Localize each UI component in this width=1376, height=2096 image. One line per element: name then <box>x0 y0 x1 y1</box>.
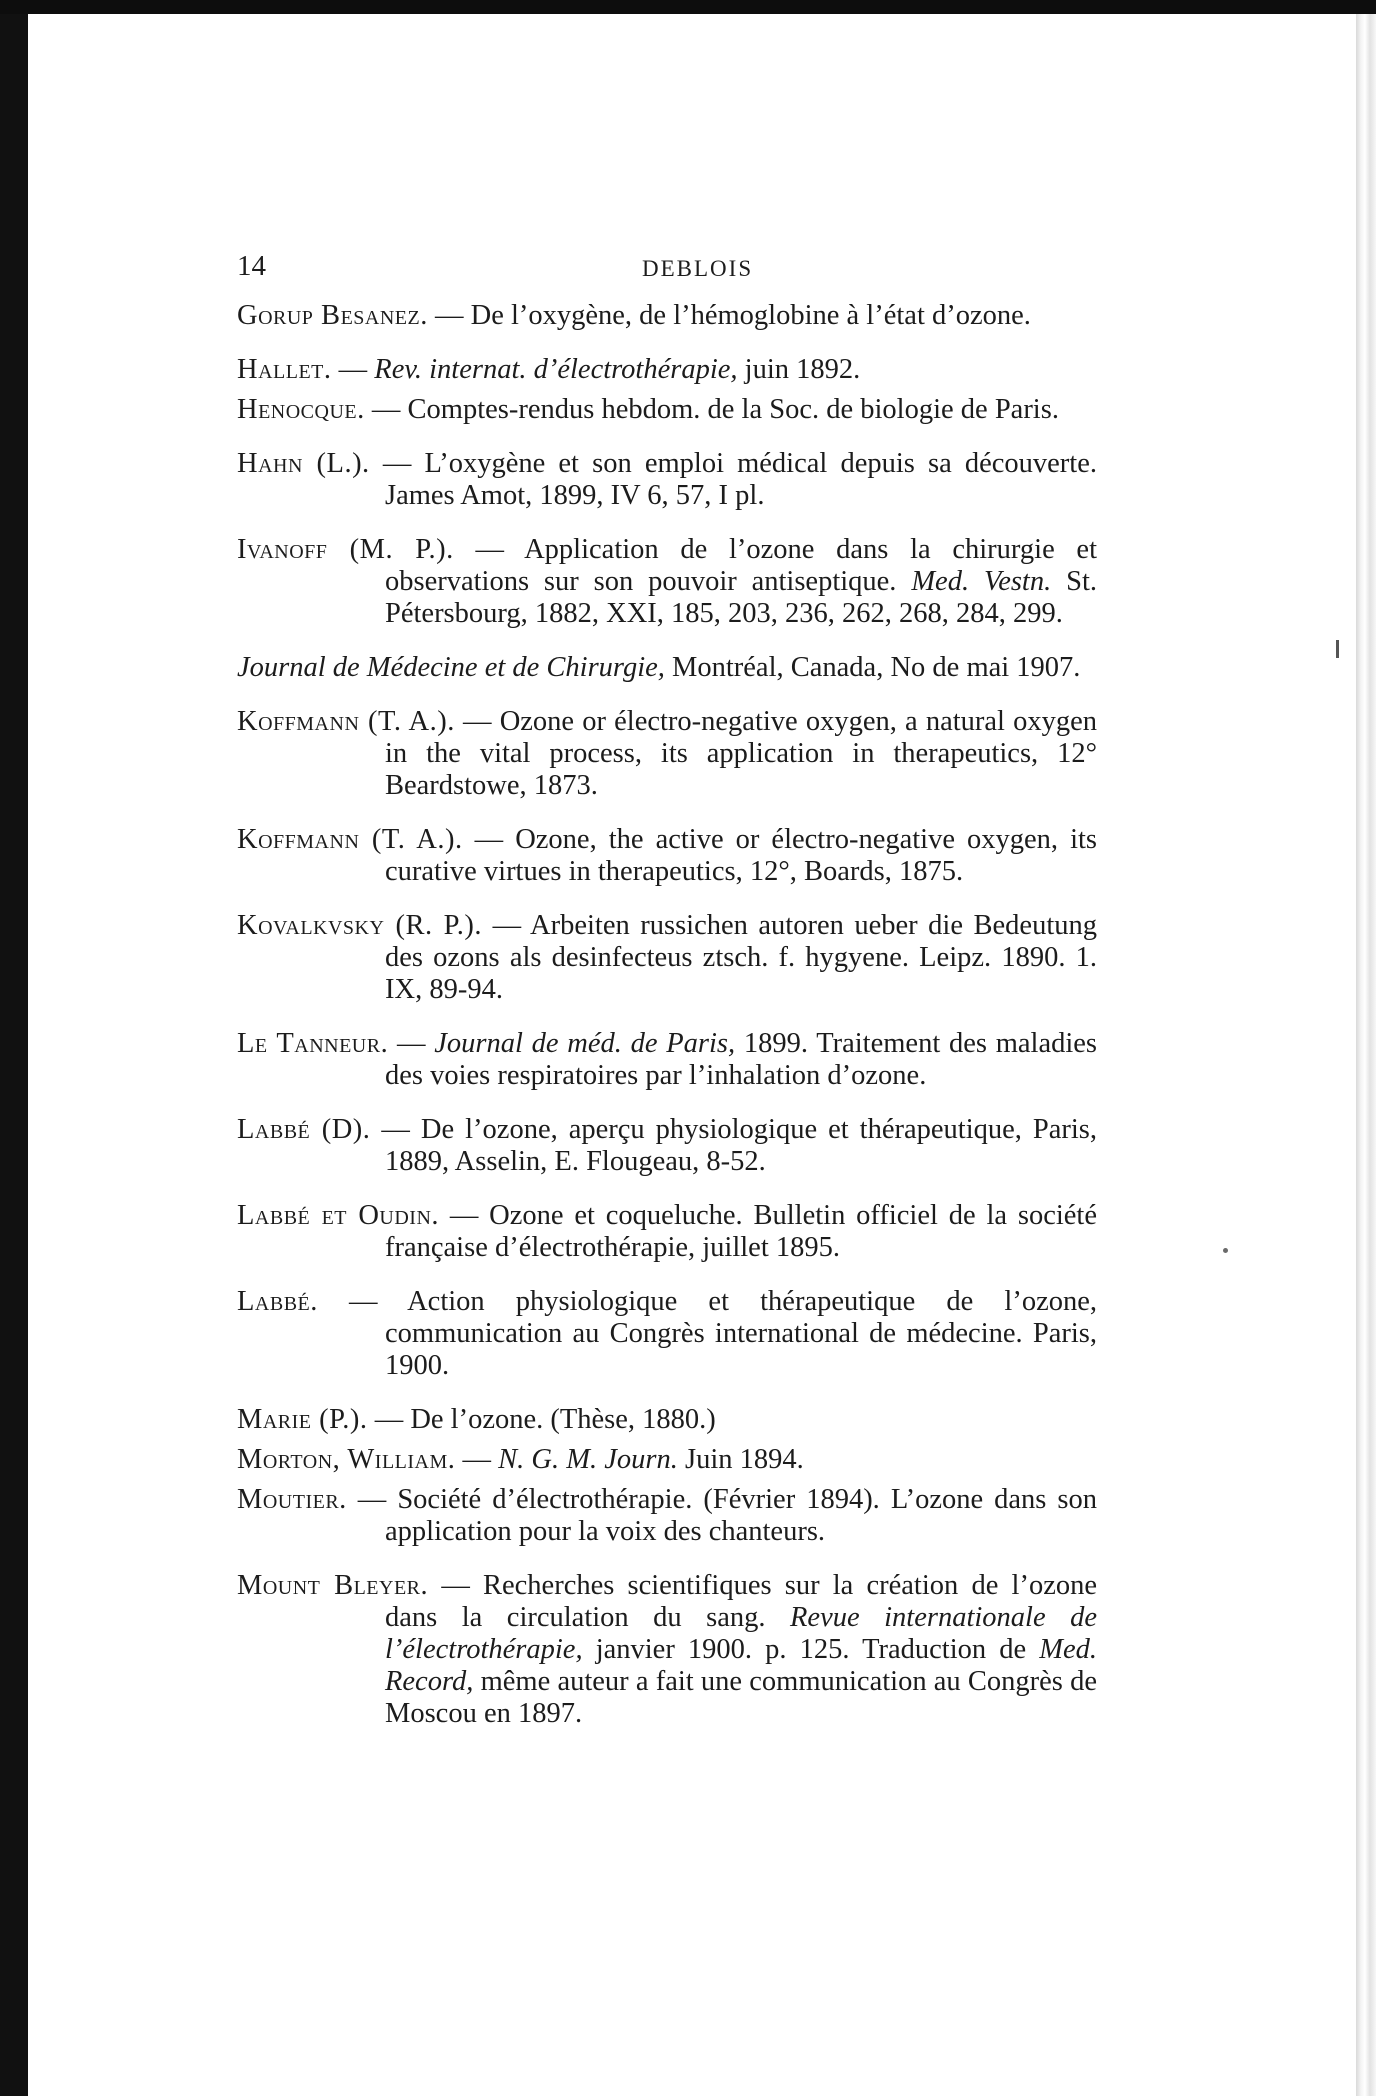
entry-author: Hallet. <box>237 354 332 385</box>
entry-text: — <box>455 1444 499 1475</box>
entry-author: Marie (P.). <box>237 1404 368 1435</box>
entry-author: Ivanoff (M. P.). <box>237 534 454 565</box>
entry-text: — Recherches scientifiques sur la création de l’ozone dans la circulation du sang. <box>385 1570 1097 1633</box>
entry-journal-title: Med. Vestn. <box>911 566 1052 597</box>
entry-text: juin 1892. <box>737 354 861 385</box>
entry-text: — <box>331 354 375 385</box>
bibliography-entry <box>237 354 1097 386</box>
bibliography-entry <box>237 1404 1097 1436</box>
entry-author: Koffmann (T. A.). <box>237 824 463 855</box>
entry-text: — Ozone et coqueluche. Bulletin officiel de la société française d’électrothérapie, juillet 1895. <box>385 1200 1097 1263</box>
entry-text: — Application de l’ozone dans la chirurgie et observations sur son pouvoir antiseptique. <box>385 534 1097 597</box>
bibliography-list <box>237 300 1097 1752</box>
entry-author: Mount Bleyer. <box>237 1570 429 1601</box>
entry-journal-title: Journal de méd. de Paris, <box>434 1028 736 1059</box>
entry-text: même auteur a fait une communication au Congrès de Moscou en 1897. <box>385 1666 1097 1729</box>
entry-journal-title: Revue internationale de l’électrothérapie, <box>385 1602 1097 1665</box>
entry-journal-title: Rev. internat. d’électrothérapie, <box>374 354 738 385</box>
running-head: DEBLOIS <box>642 256 754 281</box>
bibliography-entry <box>237 706 1097 802</box>
entry-author: Labbé. <box>237 1286 318 1317</box>
entry-text: janvier 1900. p. 125. Traduction de <box>582 1634 1040 1665</box>
bibliography-entry <box>237 1286 1097 1382</box>
entry-journal-title: N. G. M. Journ. <box>498 1444 678 1475</box>
entry-author: Morton, William. <box>237 1444 456 1475</box>
entry-text: 1899. Traitement des maladies des voies respiratoires par l’inhalation d’ozone. <box>385 1028 1098 1091</box>
entry-journal-title: Med. Record, <box>385 1634 1097 1697</box>
entry-text: Juin 1894. <box>677 1444 804 1475</box>
entry-author: Labbé (D). <box>237 1114 371 1145</box>
bibliography-entry <box>237 1114 1097 1178</box>
entry-author: Labbé et Oudin. <box>237 1200 440 1231</box>
ink-mark <box>1336 640 1339 658</box>
entry-text: — L’oxygène et son emploi médical depuis sa découverte. James Amot, 1899, IV 6, 57, I pl. <box>369 448 1097 511</box>
entry-author: Gorup Besanez. <box>237 300 428 331</box>
entry-text: Montréal, Canada, No de mai 1907. <box>664 652 1081 683</box>
entry-author: Hahn (L.). <box>237 448 370 479</box>
entry-author: Henocque. <box>237 394 365 425</box>
bibliography-entry <box>237 1484 1097 1548</box>
entry-author: Koffmann (T. A.). <box>237 706 455 737</box>
entry-author: Le Tanneur. <box>237 1028 389 1059</box>
entry-text: — De l’ozone, aperçu physiologique et thérapeutique, Paris, 1889, Asselin, E. Flougeau, 8-52. <box>370 1114 1098 1177</box>
entry-author: Kovalkvsky (R. P.). <box>237 910 483 941</box>
bibliography-entry <box>237 1570 1097 1730</box>
page-number: 14 <box>237 250 266 282</box>
bibliography-entry <box>237 910 1097 1006</box>
entry-author: Moutier. <box>237 1484 347 1515</box>
entry-text: — Société d’électrothérapie. (Février 1894). L’ozone dans son application pour la voix des chanteurs. <box>346 1484 1097 1547</box>
entry-text: — Action physiologique et thérapeutique de l’ozone, communication au Congrès international de médecine. Paris, 1900. <box>317 1286 1097 1381</box>
entry-text: — Ozone or électro-negative oxygen, a natural oxygen in the vital process, its application in therapeutics, 12° Beardstowe, 1873. <box>385 706 1098 801</box>
entry-text: — De l’oxygène, de l’hémoglobine à l’état d’ozone. <box>427 300 1031 331</box>
entry-text: — Comptes-rendus hebdom. de la Soc. de biologie de Paris. <box>364 394 1059 425</box>
bibliography-entry <box>237 448 1097 512</box>
bibliography-entry <box>237 824 1097 888</box>
bibliography-entry <box>237 1028 1097 1092</box>
entry-journal-title: Journal de Médecine et de Chirurgie, <box>237 652 665 683</box>
bibliography-entry <box>237 1200 1097 1264</box>
ink-speck <box>1223 1248 1228 1253</box>
page-fold-edge <box>1356 14 1376 2096</box>
bibliography-entry <box>237 652 1097 684</box>
entry-text: St. Pétersbourg, 1882, XXI, 185, 203, 236, 262, 268, 284, 299. <box>385 566 1097 629</box>
bibliography-entry <box>237 534 1097 630</box>
entry-text: — Ozone, the active or électro-negative oxygen, its curative virtues in therapeutics, 12°, Boards, 1875. <box>385 824 1098 887</box>
entry-text: — De l’ozone. (Thèse, 1880.) <box>367 1404 716 1435</box>
bibliography-entry <box>237 1444 1097 1476</box>
bibliography-entry <box>237 300 1097 332</box>
bibliography-entry <box>237 394 1097 426</box>
scan-left-edge <box>0 14 28 2096</box>
entry-text: — Arbeiten russichen autoren ueber die Bedeutung des ozons als desinfecteus ztsch. f. hygyene. Leipz. 1890. 1. IX, 89-94. <box>385 910 1097 1005</box>
entry-text: — <box>388 1028 435 1059</box>
scan-top-edge <box>0 0 1376 14</box>
